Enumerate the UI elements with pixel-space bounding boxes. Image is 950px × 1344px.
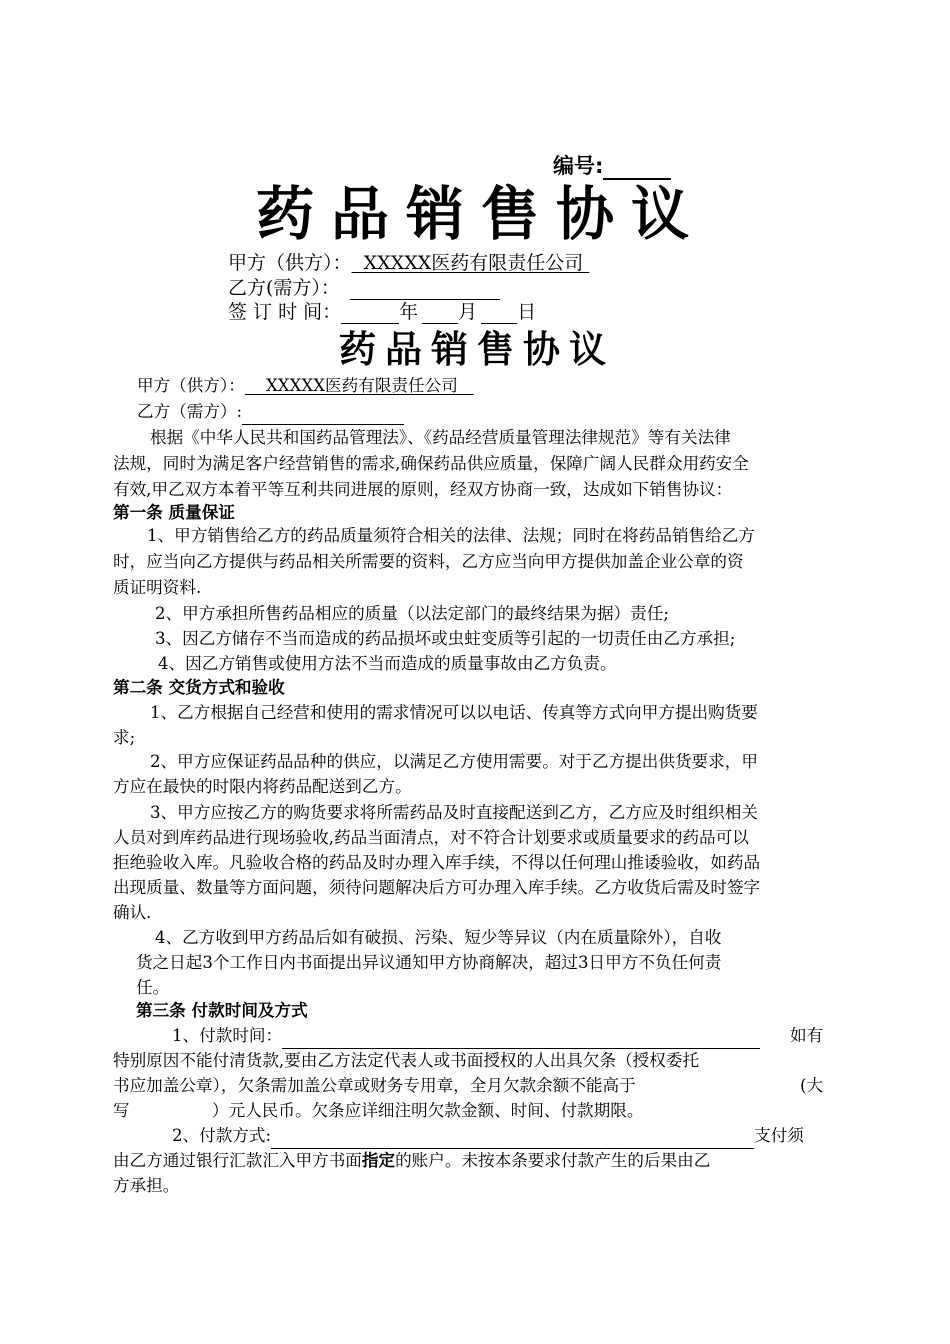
article-2-line: 出现质量、数量等方面问题，须待问题解决后方可办理入库手续。乙方收货后需及时签字 (113, 878, 761, 897)
article-1-line: 时，应当向乙方提供与药品相关所需要的资料，乙方应当向甲方提供加盖企业公章的资 (113, 552, 744, 571)
pay-method-blank (271, 1129, 754, 1149)
article-2-line: 2、甲方应保证药品品种的供应，以满足乙方使用需要。对于乙方提出供货要求，甲 (150, 752, 758, 771)
article-1-line: 质证明资料. (113, 578, 202, 597)
article-2-line: 人员对到库药品进行现场验收,药品当面清点，对不符合计划要求或质量要求的药品可以 (113, 828, 749, 847)
cover-party-a-name: XXXXX医药有限责任公司 (363, 252, 584, 274)
article-3-line: ）元人民币。欠条应详细注明欠款金额、时间、付款期限。 (212, 1101, 644, 1120)
party-b-blank (242, 405, 404, 425)
article-1-line: 4、因乙方销售或使用方法不当而造成的质量事故由乙方负责。 (158, 654, 617, 673)
agreement-title: 药品销售协议 (339, 328, 615, 371)
article-3-line: 书应加盖公章），欠条需加盖公章或财务专用章，全月欠款余额不能高于 (113, 1076, 636, 1095)
article-2-line: 3、甲方应按乙方的购货要求将所需药品及时直接配送到乙方，乙方应及时组织相关 (150, 803, 758, 822)
cover-party-b-label: 乙方(需方）： (228, 277, 340, 299)
article-3-line: 写 (113, 1101, 130, 1120)
pay-method-line: 2、付款方式: 支付须 (172, 1123, 804, 1149)
article-3-line: 特别原因不能付清货款,要由乙方法定代表人或书面授权的人出具欠条（授权委托 (113, 1051, 700, 1070)
pay-time-after: 如有 (790, 1026, 824, 1045)
article-1-title: 第一条 质量保证 (113, 503, 235, 522)
article-3-line: 由乙方通过银行汇款汇入甲方书面指定的账户。未按本条要求付款产生的后果由乙 (113, 1151, 711, 1170)
cover-sign-date: 签 订 时 间： 年 月 日 (228, 301, 537, 323)
pay-time-line: 1、付款时间： (172, 1023, 760, 1049)
article-2-line: 求; (113, 728, 136, 747)
article-1-line: 1、甲方销售给乙方的药品质量须符合相关的法律、法规；同时在将药品销售给乙方 (147, 526, 755, 545)
intro-line: 法规，同时为满足客户经营销售的需求,确保药品供应质量，保障广阔人民群众用药安全 (113, 454, 749, 473)
cover-party-a-label: 甲方（供方）： (228, 252, 352, 274)
article-2-line: 货之日起3个工作日内书面提出异议通知甲方协商解决，超过3日甲方不负任何责 (136, 953, 722, 972)
cover-party-b-blank (350, 280, 500, 300)
article-1-line: 2、甲方承担所售药品相应的质量（以法定部门的最终结果为据）责任; (155, 604, 669, 623)
article-1-line: 3、因乙方储存不当而造成的药品损坏或虫蛀变质等引起的一切责任由乙方承担; (155, 629, 736, 648)
article-2-title: 第二条 交货方式和验收 (113, 678, 285, 697)
article-2-line: 方应在最快的时限内将药品配送到乙方。 (113, 777, 412, 796)
party-a-line: 甲方（供方）： XXXXX医药有限责任公司 (137, 376, 458, 395)
cover-party-a (228, 251, 589, 275)
party-b-line: 乙方（需方）: (137, 399, 404, 425)
pay-time-blank (282, 1029, 760, 1049)
cover-sign-label: 签 订 时 间： (228, 301, 342, 323)
article-3-line: (大 (800, 1076, 824, 1095)
article-2-line: 确认. (113, 903, 152, 922)
article-2-line: 4、乙方收到甲方药品后如有破损、污染、短少等异议（内在质量除外），自收 (155, 928, 722, 947)
article-2-line: 1、乙方根据自己经营和使用的需求情况可以以电话、传真等方式向甲方提出购货要 (150, 703, 758, 722)
cover-party-b (228, 276, 500, 300)
article-3-line: 方承担。 (113, 1176, 180, 1195)
article-3-title: 第三条 付款时间及方式 (136, 1001, 308, 1020)
intro-line: 有效,甲乙双方本着平等互利共同进展的原则，经双方协商一致，达成如下销售协议： (113, 480, 733, 499)
article-2-line: 任。 (136, 978, 170, 997)
intro-line: 根据《中华人民共和国药品管理法》、《药品经营质量管理法律规范》等有关法律 (150, 428, 731, 447)
contract-number-label: 编号: (553, 154, 604, 178)
article-2-line: 拒绝验收入库。凡验收合格的药品及时办理入库手续，不得以任何理山推诿验收，如药品 (113, 853, 761, 872)
cover-title: 药品销售协议 (255, 180, 706, 248)
party-a-name: XXXXX医药有限责任公司 (265, 376, 458, 395)
